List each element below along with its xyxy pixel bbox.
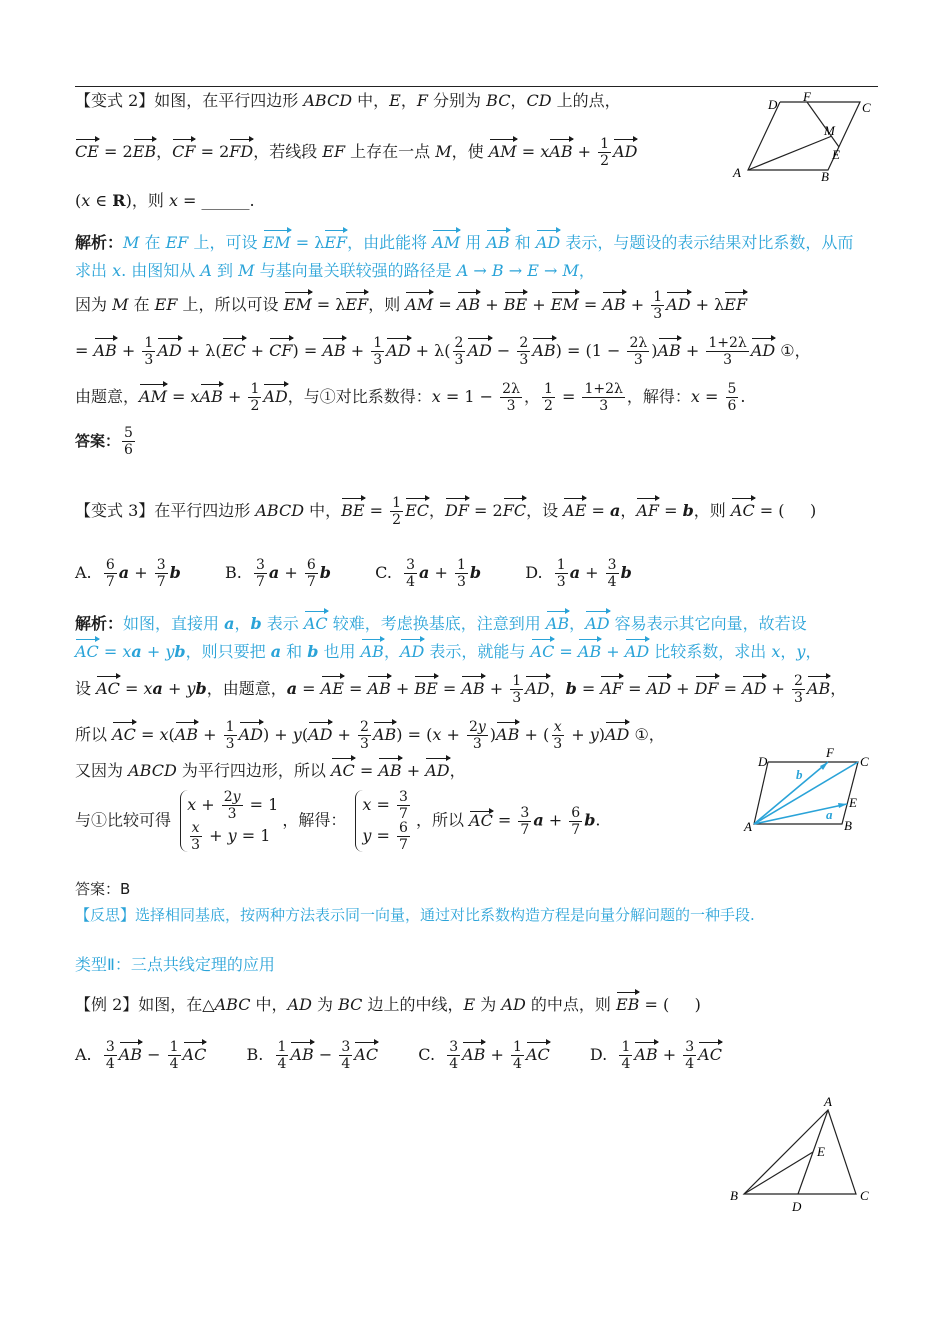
top-rule xyxy=(75,86,878,87)
example2-option-b[interactable]: B. $\frac{1}{4}$ AB − $\frac{3}{4}$ AC xyxy=(246,1039,379,1072)
fig2-label-M: M xyxy=(824,123,835,138)
fig2-label-A: A xyxy=(733,165,741,180)
fig3-label-A: A xyxy=(744,819,752,834)
fig3-label-B: B xyxy=(844,818,852,833)
variant3-step2: 所以 AC = x(AB + $\frac{1}{3}$ AD) + y(AD + $\frac{2}{3}$ AB) = (x + $\frac{2y}{3}$ )AB + ( $\frac{x}{3}$ + y)AD ①， xyxy=(75,719,665,752)
variant3-stem: 【变式 3】在平行四边形 ABCD 中，BE = $\frac{1}{2}$ EC，DF = 2FC，设 AE = a，AF = b，则 AC = ( ) xyxy=(75,495,817,528)
example2-option-d[interactable]: D. $\frac{1}{4}$ AB + $\frac{3}{4}$ AC xyxy=(589,1039,722,1072)
variant2-line3: (x ∈ R)，则 x = ______. xyxy=(75,191,255,210)
example2-option-a[interactable]: A. $\frac{3}{4}$ AB − $\frac{1}{4}$ AC xyxy=(75,1039,207,1072)
fig3-label-F: F xyxy=(826,748,834,760)
variant2-figure xyxy=(728,92,878,184)
fig4-label-A: A xyxy=(824,1094,832,1109)
variant2-analysis-hint1: 解析：M 在 EF 上，可设 EM = λEF，由此能将 AM 用 AB 和 AD 表示，与题设的表示结果对比系数，从而 xyxy=(75,233,854,252)
fig3-label-b: b xyxy=(796,767,803,782)
variant3-answer: 答案：B xyxy=(75,880,131,898)
variant3-step1: 设 AC = xa + yb，由题意，a = AE = AB + BE = AB + $\frac{1}{3}$ AD，b = AF = AD + DF = AD + $\frac{2}{3}$ AB， xyxy=(75,673,847,706)
variant3-hint2: AC = xa + yb，则只要把 a 和 b 也用 AB，AD 表示，就能与 AC = AB + AD 比较系数，求出 x，y， xyxy=(75,642,822,661)
variant2-step2: = AB + $\frac{1}{3}$ AD + λ(EC + CF) = AB + $\frac{1}{3}$ AD + λ( $\frac{2}{3}$ AD − $\frac{2}{3}$ AB) = (1 − $\frac{2\lambda}{3}$ )AB + $\frac{1+2\lambda}{3}$ AD ①， xyxy=(75,335,811,368)
fig2-label-F: F xyxy=(803,92,811,104)
example2-options xyxy=(75,1040,722,1071)
variant3-step3: 又因为 ABCD 为平行四边形，所以 AC = AB + AD， xyxy=(75,761,466,780)
type2-heading: 类型Ⅱ：三点共线定理的应用 xyxy=(75,955,275,974)
fig2-label-B: B xyxy=(821,169,829,184)
fig3-label-D: D xyxy=(758,754,768,769)
variant2-step3: 由题意，AM = xAB + $\frac{1}{2}$ AD，与①对比系数得：x = 1 − $\frac{2\lambda}{3}$ ， $\frac{1}{2}$ = $\frac{1+2\lambda}{3}$ ，解得：x = $\frac{5}{6}$ . xyxy=(75,381,746,414)
fig2-label-E: E xyxy=(832,147,840,162)
variant3-option-d[interactable]: D. $\frac{1}{3}$ a + $\frac{3}{4}$ b xyxy=(525,557,632,590)
fig3-label-C: C xyxy=(860,754,869,769)
variant2-step1: 因为 M 在 EF 上，所以可设 EM = λEF，则 AM = AB + BE + EM = AB + $\frac{1}{3}$ AD + λEF xyxy=(75,289,748,322)
variant2-analysis-hint2: 求出 x. 由图知从 A 到 M 与基向量关联较强的路径是 A → B → E → M， xyxy=(75,261,595,280)
variant3-reflection: 【反思】选择相同基底，按两种方法表示同一向量，通过对比系数构造方程是向量分解问题的一种手段. xyxy=(75,906,755,924)
variant2-answer: 答案： $\frac{5}{6}$ xyxy=(75,425,133,458)
variant3-option-c[interactable]: C. $\frac{3}{4}$ a + $\frac{1}{3}$ b xyxy=(375,557,482,590)
variant3-hint1: 解析：如图，直接用 a，b 表示 AC 较难，考虑换基底，注意到用 AB，AD 容易表示其它向量，故若设 xyxy=(75,614,807,633)
solution-brace: x = $\frac{3}{7}$ y = $\frac{6}{7}$ xyxy=(355,790,412,852)
fig2-label-D: D xyxy=(768,97,778,112)
example2-figure xyxy=(726,1094,876,1216)
variant3-option-b[interactable]: B. $\frac{3}{7}$ a + $\frac{6}{7}$ b xyxy=(224,557,331,590)
variant3-figure xyxy=(742,748,877,838)
variant2-line1: 【变式 2】如图，在平行四边形 ABCD 中，E，F 分别为 BC，CD 上的点， xyxy=(75,91,621,110)
variant2-line2: CE = 2EB，CF = 2FD，若线段 EF 上存在一点 M，使 AM = xAB + $\frac{1}{2}$ AD xyxy=(75,136,638,169)
fig3-label-E: E xyxy=(849,795,857,810)
fig4-label-B: B xyxy=(730,1188,738,1203)
example2-stem: 【例 2】如图，在△ABC 中，AD 为 BC 边上的中线，E 为 AD 的中点，则 EB = ( ) xyxy=(75,995,701,1014)
variant3-options xyxy=(75,558,632,589)
fig4-label-D: D xyxy=(792,1199,802,1214)
example2-option-c[interactable]: C. $\frac{3}{4}$ AB + $\frac{1}{4}$ AC xyxy=(418,1039,550,1072)
system-brace: x + $\frac{2y}{3}$ = 1 $\frac{x}{3}$ + y = 1 xyxy=(180,790,278,852)
fig4-label-E: E xyxy=(817,1144,825,1159)
variant3-step4: 与①比较可得 x + $\frac{2y}{3}$ = 1 $\frac{x}{3}$ + y = 1 ，解得： x = $\frac{3}{7}$ y = $\frac{6}{7}$ ，所以 AC = $\frac{3}{7}$ a + $\frac{6}{7}$ b. xyxy=(75,789,601,853)
fig4-label-C: C xyxy=(860,1188,869,1203)
variant3-option-a[interactable]: A. $\frac{6}{7}$ a + $\frac{3}{7}$ b xyxy=(75,557,181,590)
fig2-label-C: C xyxy=(862,100,871,115)
fig3-label-a: a xyxy=(826,807,833,822)
